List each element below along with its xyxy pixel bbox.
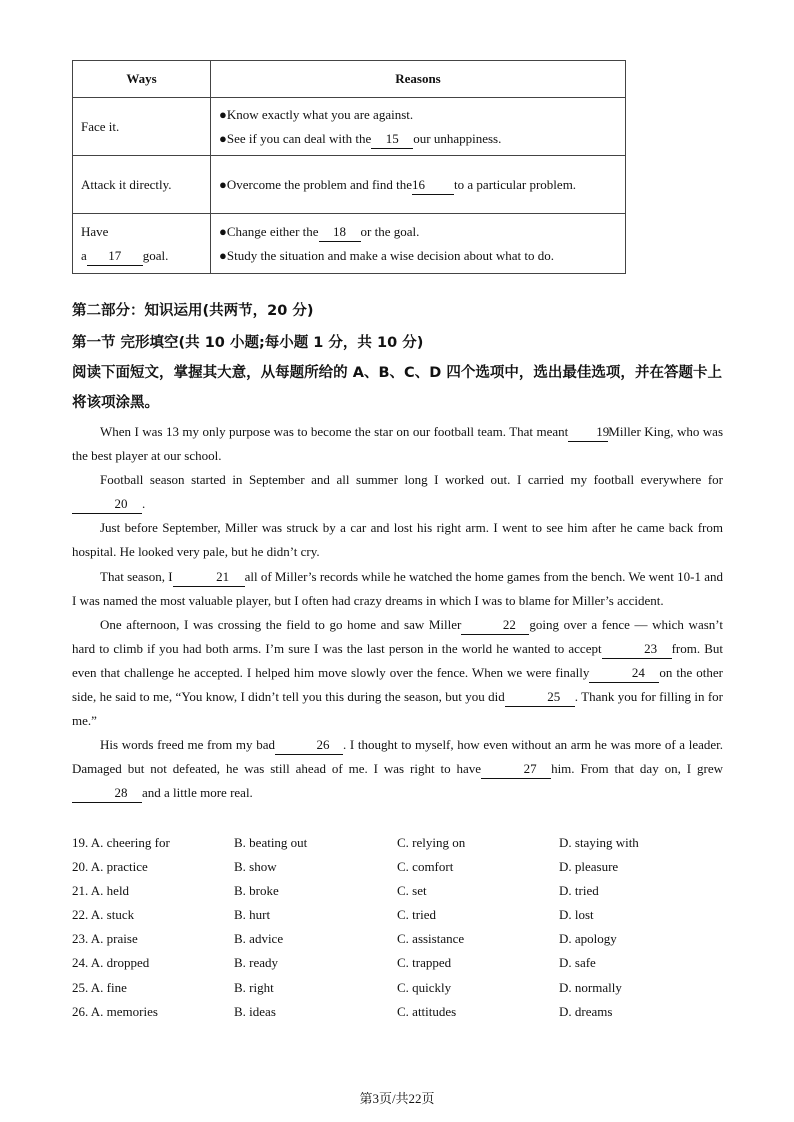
option-a[interactable]: 24. A. dropped bbox=[72, 955, 150, 971]
option-c[interactable]: C. comfort bbox=[397, 859, 454, 875]
blank-19[interactable]: 19 bbox=[568, 423, 608, 442]
reason-text: to a particular problem. bbox=[454, 176, 577, 192]
passage-text: One afternoon, I was crossing the field to go home and saw Miller bbox=[100, 616, 462, 632]
option-b[interactable]: B. beating out bbox=[234, 835, 308, 850]
reason-text: ●Change either the bbox=[219, 223, 319, 239]
way-text: goal. bbox=[142, 247, 169, 263]
reason-text: ●See if you can deal with the bbox=[219, 130, 372, 146]
option-a[interactable]: 20. A. practice bbox=[72, 859, 148, 875]
reason-line: ●Know exactly what you are against. bbox=[219, 106, 414, 122]
way-text: a bbox=[81, 247, 87, 263]
option-c[interactable]: C. tried bbox=[397, 907, 436, 923]
way-cell: Attack it directly. bbox=[73, 156, 211, 214]
reasons-cell bbox=[211, 156, 626, 214]
option-row-25 bbox=[72, 976, 732, 1000]
option-a[interactable]: 19. A. cheering for bbox=[72, 835, 170, 850]
option-c[interactable]: C. attitudes bbox=[397, 1003, 457, 1019]
option-d[interactable]: D. staying with bbox=[559, 835, 639, 850]
blank-18[interactable]: 18 bbox=[319, 223, 361, 242]
page-footer: 第3页/共22页 bbox=[359, 1091, 435, 1106]
passage-text: Miller King, who was the best player at our school. bbox=[72, 424, 724, 464]
way-cell: Face it. bbox=[73, 98, 211, 156]
way-line bbox=[81, 244, 202, 268]
blank-24[interactable]: 24 bbox=[589, 664, 659, 683]
option-d[interactable]: D. lost bbox=[559, 907, 594, 923]
option-row-20 bbox=[72, 855, 732, 879]
header-reasons: Reasons bbox=[211, 61, 626, 98]
passage-text: . bbox=[142, 496, 146, 512]
passage-text: That season, I bbox=[100, 568, 173, 584]
option-c[interactable]: C. relying on bbox=[397, 835, 466, 850]
option-a[interactable]: 25. A. fine bbox=[72, 979, 127, 995]
passage-text: Football season started in September and all summer long I worked out. I carried my football everywhere for bbox=[100, 472, 723, 488]
option-d[interactable]: D. apology bbox=[559, 931, 617, 947]
option-row-22 bbox=[72, 903, 732, 927]
option-row-23 bbox=[72, 927, 732, 951]
option-a[interactable]: 21. A. held bbox=[72, 883, 130, 899]
way-line: Have bbox=[81, 223, 109, 239]
cloze-passage bbox=[72, 420, 723, 806]
passage-text: on the other side, he said to me, “You know, I didn’t tell you this during the season, but you did bbox=[72, 664, 724, 705]
option-a[interactable]: 22. A. stuck bbox=[72, 907, 135, 923]
reason-line bbox=[219, 127, 617, 151]
blank-28[interactable]: 28 bbox=[72, 784, 142, 803]
passage-text: His words freed me from my bad bbox=[100, 737, 275, 753]
option-b[interactable]: B. ideas bbox=[234, 1003, 276, 1019]
option-row-24 bbox=[72, 951, 732, 975]
option-row-21 bbox=[72, 879, 732, 903]
answer-options bbox=[72, 831, 732, 1024]
option-a[interactable]: 26. A. memories bbox=[72, 1003, 158, 1019]
blank-22[interactable]: 22 bbox=[461, 616, 529, 635]
blank-15[interactable]: 15 bbox=[371, 130, 413, 149]
option-d[interactable]: D. pleasure bbox=[559, 859, 619, 875]
option-a[interactable]: 23. A. praise bbox=[72, 931, 138, 947]
paragraph bbox=[72, 733, 723, 805]
blank-25[interactable]: 25 bbox=[505, 688, 575, 707]
option-c[interactable]: C. quickly bbox=[397, 979, 452, 995]
blank-20[interactable]: 20 bbox=[72, 495, 142, 514]
reasons-cell bbox=[211, 98, 626, 156]
passage-text: from. But even that challenge he accepted. I helped him move slowly over the fence. When we were finally bbox=[72, 640, 723, 680]
paragraph bbox=[72, 420, 723, 468]
reason-text: or the goal. bbox=[360, 223, 420, 239]
blank-16[interactable]: 16 bbox=[412, 176, 454, 195]
reason-text: our unhappiness. bbox=[413, 130, 502, 146]
passage-text: . I thought to myself, how even without an arm he was more of a leader. Damaged but not defeated, he was still ahead of me. I was right to have bbox=[72, 737, 723, 777]
option-b[interactable]: B. advice bbox=[234, 931, 284, 947]
paragraph bbox=[72, 613, 723, 733]
section1-heading: 第一节 完形填空(共 10 小题;每小题 1 分，共 10 分) bbox=[72, 335, 424, 351]
reasons-cell bbox=[211, 214, 626, 274]
option-d[interactable]: D. tried bbox=[559, 883, 599, 899]
passage-text: . Thank you for filling in for me.” bbox=[72, 689, 723, 729]
table-row bbox=[73, 214, 626, 274]
option-row-26 bbox=[72, 1000, 732, 1024]
table-row bbox=[73, 98, 626, 156]
passage-text: and a little more real. bbox=[142, 785, 253, 801]
blank-27[interactable]: 27 bbox=[481, 760, 551, 779]
option-b[interactable]: B. ready bbox=[234, 955, 279, 971]
reason-text: ●Overcome the problem and find the bbox=[219, 176, 413, 192]
passage-text: all of Miller’s records while he watched the home games from the bench. We went 10-1 and I was named the most valuable player, but I often had crazy dreams in which I was to blame for Miller’s accident. bbox=[72, 568, 723, 608]
option-row-19 bbox=[72, 831, 732, 855]
option-c[interactable]: C. trapped bbox=[397, 955, 452, 971]
option-c[interactable]: C. set bbox=[397, 883, 427, 899]
ways-reasons-table bbox=[72, 60, 626, 274]
header-ways: Ways bbox=[73, 61, 211, 98]
option-b[interactable]: B. show bbox=[234, 859, 277, 875]
passage-text: When I was 13 my only purpose was to become the star on our football team. That meant bbox=[100, 424, 569, 439]
way-cell bbox=[73, 214, 211, 274]
paragraph: Just before September, Miller was struck by a car and lost his right arm. I went to see him after he came back from hospital. He looked very pale, but he didn’t cry. bbox=[72, 520, 723, 560]
passage-text: him. From that day on, I grew bbox=[551, 761, 723, 777]
instructions: 阅读下面短文，掌握其大意，从每题所给的 A、B、C、D 四个选项中，选出最佳选项，并在答题卡上将该项涂黑。 bbox=[72, 365, 722, 411]
part2-heading: 第二部分：知识运用(共两节，20 分) bbox=[72, 303, 314, 319]
passage-text: going over a fence — which wasn’t hard to climb if you had both arms. I’m sure I was the last person in the world he wanted to accept bbox=[72, 616, 723, 656]
paragraph bbox=[72, 468, 723, 516]
blank-23[interactable]: 23 bbox=[602, 640, 672, 659]
blank-21[interactable]: 21 bbox=[173, 568, 245, 587]
blank-17[interactable]: 17 bbox=[87, 247, 143, 266]
blank-26[interactable]: 26 bbox=[275, 736, 343, 755]
option-d[interactable]: D. normally bbox=[559, 979, 622, 995]
option-b[interactable]: B. broke bbox=[234, 883, 279, 899]
table-header-row bbox=[73, 61, 626, 98]
table-row bbox=[73, 156, 626, 214]
reason-line: ●Study the situation and make a wise decision about what to do. bbox=[219, 247, 554, 263]
paragraph bbox=[72, 565, 723, 613]
option-b[interactable]: B. right bbox=[234, 979, 274, 995]
option-c[interactable]: C. assistance bbox=[397, 931, 465, 947]
reason-line bbox=[219, 220, 617, 244]
option-d[interactable]: D. dreams bbox=[559, 1003, 613, 1019]
option-d[interactable]: D. safe bbox=[559, 955, 596, 971]
option-b[interactable]: B. hurt bbox=[234, 907, 271, 923]
